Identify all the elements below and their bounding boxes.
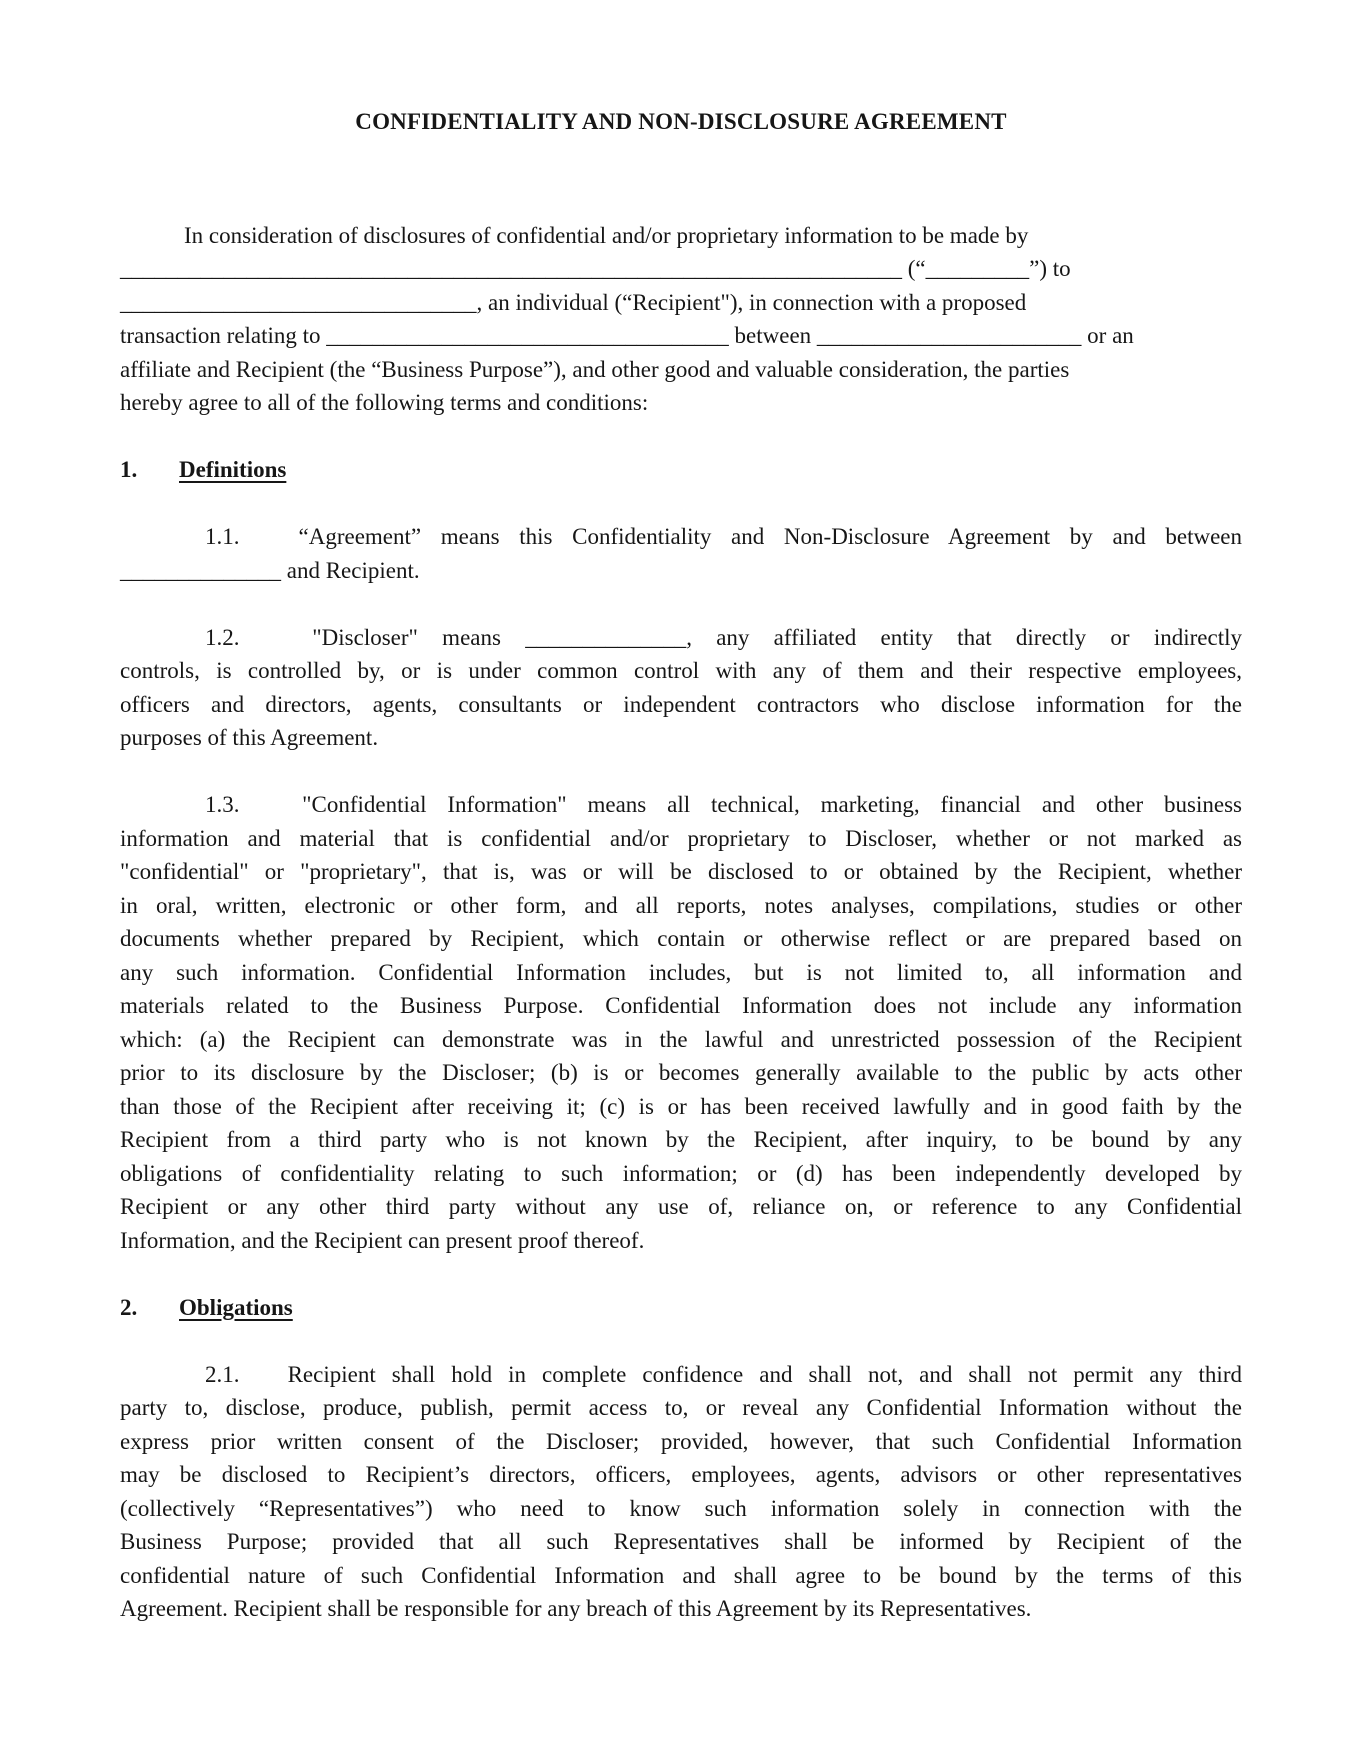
text-line: In consideration of disclosures of confidential and/or proprietary information to be made by (184, 222, 1029, 248)
clause-1-3-paragraph (120, 788, 1242, 1257)
text-line: prior to its disclosure by the Discloser; (b) is or becomes generally available to the public by acts other (120, 1060, 1242, 1085)
text-line: (collectively “Representatives”) who need to know such information solely in connection with the (120, 1495, 1242, 1521)
text-line: Agreement. Recipient shall be responsible for any breach of this Agreement by its Representatives. (120, 1596, 1032, 1621)
section-1-number: 1. (120, 457, 138, 482)
section-1-title: Definitions (179, 457, 287, 482)
text-line: officers and directors, agents, consultants or independent contractors who disclose information for the (120, 691, 1242, 717)
text-line: which: (a) the Recipient can demonstrate was in the lawful and unrestricted possession of the Recipient (120, 1026, 1242, 1052)
text-line: 1.2. "Discloser" means ______________, any affiliated entity that directly or indirectly (205, 624, 1242, 650)
text-line: transaction relating to ___________________________________ between _______________________ or an (120, 323, 1134, 348)
text-line: party to, disclose, produce, publish, permit access to, or reveal any Confidential Information without the (120, 1395, 1242, 1420)
text-line: express prior written consent of the Discloser; provided, however, that such Confidential Information (120, 1428, 1242, 1454)
text-line: 1.3. "Confidential Information" means all technical, marketing, financial and other business (205, 792, 1242, 817)
document-title: CONFIDENTIALITY AND NON-DISCLOSURE AGREEMENT (355, 109, 1007, 134)
text-line: may be disclosed to Recipient’s directors, officers, employees, agents, advisors or other representatives (120, 1462, 1242, 1487)
text-line: hereby agree to all of the following terms and conditions: (120, 390, 649, 415)
clause-1-1-paragraph (120, 520, 1242, 587)
text-line: information and material that is confidential and/or proprietary to Discloser, whether or not marked as (120, 825, 1242, 851)
text-line: ______________ and Recipient. (120, 557, 420, 583)
text-line: purposes of this Agreement. (120, 725, 379, 750)
text-line: Recipient from a third party who is not known by the Recipient, after inquiry, to be bound by any (120, 1127, 1242, 1152)
section-2-heading (120, 1291, 1242, 1325)
clause-2-1-paragraph (120, 1358, 1242, 1626)
text-line: than those of the Recipient after receiving it; (c) is or has been received lawfully and in good faith by the (120, 1093, 1242, 1119)
text-line: 2.1. Recipient shall hold in complete confidence and shall not, and shall not permit any third (205, 1361, 1242, 1387)
text-line: ____________________________________________________________________ (“_________”) to (120, 256, 1071, 281)
text-line: _______________________________, an individual (“Recipient"), in connection with a proposed (120, 289, 1027, 315)
intro-paragraph (120, 219, 1242, 420)
text-line: Recipient or any other third party without any use of, reliance on, or reference to any Confidential (120, 1194, 1242, 1219)
text-line: affiliate and Recipient (the “Business Purpose”), and other good and valuable consideration, the parties (120, 356, 1070, 382)
text-line: Business Purpose; provided that all such Representatives shall be informed by Recipient of the (120, 1529, 1242, 1554)
text-line: 1.1. “Agreement” means this Confidentiality and Non-Disclosure Agreement by and between (205, 524, 1242, 549)
section-2-title: Obligations (179, 1294, 293, 1320)
text-line: any such information. Confidential Information includes, but is not limited to, all information and (120, 959, 1242, 985)
document-page (120, 105, 1242, 1626)
text-line: confidential nature of such Confidential Information and shall agree to be bound by the terms of this (120, 1562, 1242, 1588)
text-line: obligations of confidentiality relating to such information; or (d) has been independently developed by (120, 1160, 1242, 1186)
section-2-number: 2. (120, 1294, 138, 1320)
text-line: controls, is controlled by, or is under common control with any of them and their respective employees, (120, 658, 1242, 683)
text-line: in oral, written, electronic or other form, and all reports, notes analyses, compilations, studies or other (120, 892, 1242, 918)
clause-1-2-paragraph (120, 621, 1242, 755)
text-line: materials related to the Business Purpose. Confidential Information does not include any information (120, 993, 1242, 1018)
text-line: Information, and the Recipient can present proof thereof. (120, 1227, 645, 1253)
text-line: documents whether prepared by Recipient, which contain or otherwise reflect or are prepared based on (120, 926, 1242, 951)
section-1-heading (120, 453, 1242, 487)
text-line: "confidential" or "proprietary", that is, was or will be disclosed to or obtained by the Recipient, whether (120, 859, 1242, 884)
